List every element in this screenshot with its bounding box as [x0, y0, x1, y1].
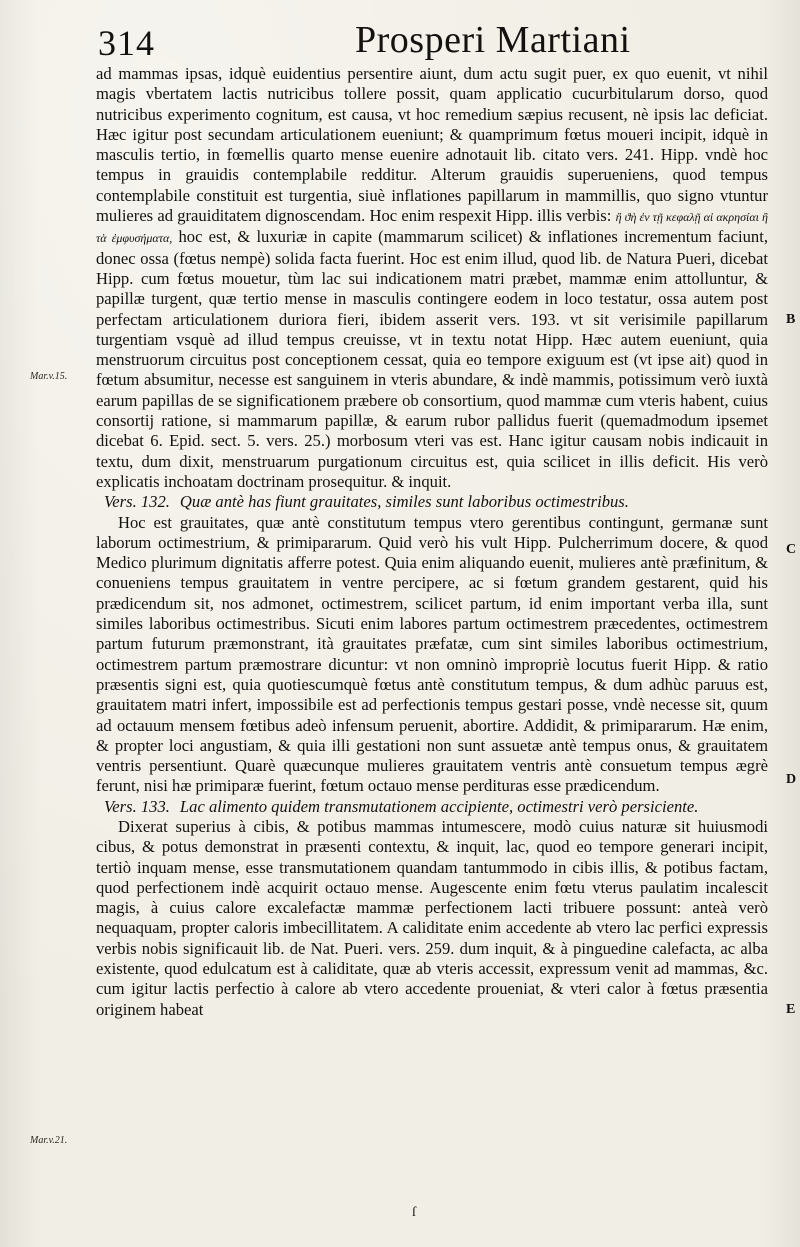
running-head: Prosperi Martiani — [355, 19, 631, 61]
main-text — [96, 64, 768, 1020]
side-letter-e: E — [786, 1002, 796, 1017]
verse-text: Quæ antè has fiunt grauitates, similes sunt laboribus octimestribus. — [179, 492, 629, 512]
side-letter-d: D — [786, 772, 797, 787]
paragraph-2: Hoc est grauitates, quæ antè constitutum tempus vtero gerentibus contingunt, germanæ sunt laborum octimestrium, & primipararum. Quid verò his vult Hipp. Pulcherrimum docere, & quod Medico plurimum dignitatis afferre potest. Quia enim aliquando euenit, mulieres antè præfinitum, & conueniens tempus grauitatem in ventre percipere, ac si fœtum grandem gestarent, quid his prædicendum sit, nos admonet, octimestrem, scilicet partum, id enim important verba illa, sunt similes laboribus octimestribus. Sicuti enim labores partum octimestrem præcedentes, octimestrem partum futurum præmonstrant, ità grauitates præfatæ, cum sint similes laboribus octimestrium, octimestrem partum præmostrare dicuntur: vt non omninò impropriè locutus fuerit Hipp. & ratio præsentis signi est, quia quotiescumquè fœtus antè constitutum tempus, & dum adhùc paruus est, grauitatem matri infert, impossibile est ad perfectionis tempus gestari posse, vndè necesse sit, quum ad octauum mensem fœtibus adeò infensum peruenit, abortire. Addidit, & primipararum. Hæ enim, & propter loci angustiam, & quia illi gestationi non sunt assuetæ antè tempus onus, & grauitatem ventris persentiunt. Quarè quæcunque mulieres grauitatem ventris antè consuetum tempus ægrè ferunt, nisi hæ primiparæ fuerint, fœtum octauo mense perdituras esse prædicendum. — [96, 512, 768, 796]
verse-133 — [96, 797, 768, 817]
paragraph-1-text: ad mammas ipsas, idquè euidentius persentire aiunt, dum actu sugit puer, ex quo euenit, vt nihil magis vbertatem lactis nutricibus tollere possit, quam applicatio cucurbitularum dorso, quod nutricibus experimento cognitum, est causa, vt hoc remedium sæpius recusent, nè ipsis lac deficiat. Hæc igitur post secundam articulationem eueniunt; & quamprimum fœtus moueri incipit, idquè in masculis tertio, in fœmellis quarto mense euenire adnotauit lib. citato vers. 241. Hipp. vndè hoc tempus in grauidis contemplabile redditur. Alterum grauidis superueniens, quod tempus contemplabile constituit est turgentia, siuè inflationes papillarum in mammillis, quo signo vtuntur mulieres ad grauiditatem dignoscendam. Hoc enim respexit Hipp. illis verbis: — [96, 64, 768, 226]
verse-132 — [96, 492, 768, 512]
paragraph-3: Dixerat superius à cibis, & potibus mammas intumescere, modò cuius naturæ sit huiusmodi cibus, & potus demonstrat in præsenti contextu, & inquit, lac, quod eo tempore generari incipit, tertiò inquam mense, esse transmutationem quandam tantummodo in cibis illis, & potibus factam, quod perfectionem indè acquirit octauo mense. Augescente enim fœtu vterus paulatim incalescit magis, à cuius calore excalefactæ mammæ perfectionem lacti tribuere possunt: anteà verò nequaquam, propter caloris imbecillitatem. A caliditate enim accedente ab vtero lac perfici expressis verbis nobis significauit lib. de Nat. Pueri. vers. 259. dum inquit, & à pinguedine calefacta, ac alba existente, quod edulcatum est à caliditate, quæ ab vteris accessit, expressum venit ad mammas, &c. cum igitur lactis perfectio à calore ab vtero accedente proueniat, & vteri calor à fœtus præsentia originem habeat — [96, 816, 768, 1019]
signature-mark: ſ — [412, 1205, 416, 1220]
verse-label: Vers. 132. — [104, 492, 170, 512]
page-number: 314 — [98, 23, 155, 63]
paragraph-1 — [96, 64, 768, 492]
verse-text: Lac alimento quidem transmutationem accipiente, octimestri verò persiciente. — [179, 796, 699, 816]
verse-label: Vers. 133. — [104, 796, 170, 816]
greek-quote: ἢ ϑὴ ἐν τῇ κεφαλῇ αἱ ακρησίαι ἢ τὰ ἐμφυσήματα, — [96, 210, 768, 246]
side-letter-b: B — [786, 312, 796, 327]
margin-note: Mar.v.15. — [30, 371, 68, 382]
paragraph-1b-text: hoc est, & luxuriæ in capite (mammarum scilicet) & inflationes incrementum faciunt, donec ossa (fœtus nempè) solida facta fuerint. Hoc est enim illud, quod lib. de Natura Pueri, dicebat Hipp. cum fœtus mouetur, tùm lac sui indicationem matri præbet, mammæ enim attolluntur, & papillæ turgent, quæ tertio mense in masculis contingere eodem in loco testatur, ossa autem post perfectam articulationem duriora fieri, ibidem asserit vers. 193. vt sit verisimile papillarum turgentiam vsquè ad illud tempus creuisse, vt in textu notat Hipp. Hæc autem eueniunt, quia menstruorum circuitus post conceptionem cessat, quia eo tempore exiguum est (vt ipse ait) quod in fœtum absumitur, necesse est sanguinem in vteris abundare, & indè mammis, potissimum verò iuxtà earum papillas de se significationem præbere ob consortium, quod mammæ cum vteris habent, cuius consortij ratione, si mammarum papillæ, & earum rubor pallidus fuerit (quemadmodum ipsemet dicebat 6. Epid. sect. 5. vers. 25.) morbosum vteri vas est. Hanc igitur causam nobis indicauit in textu, dum dixit, menstruarum purgationum circuitus est, quia scilicet in illis deficit. His verò explicatis inchoatam doctrinam prosequitur. & inquit. — [96, 227, 768, 491]
margin-note: Mar.v.21. — [30, 1135, 68, 1146]
side-letter-c: C — [786, 542, 797, 557]
